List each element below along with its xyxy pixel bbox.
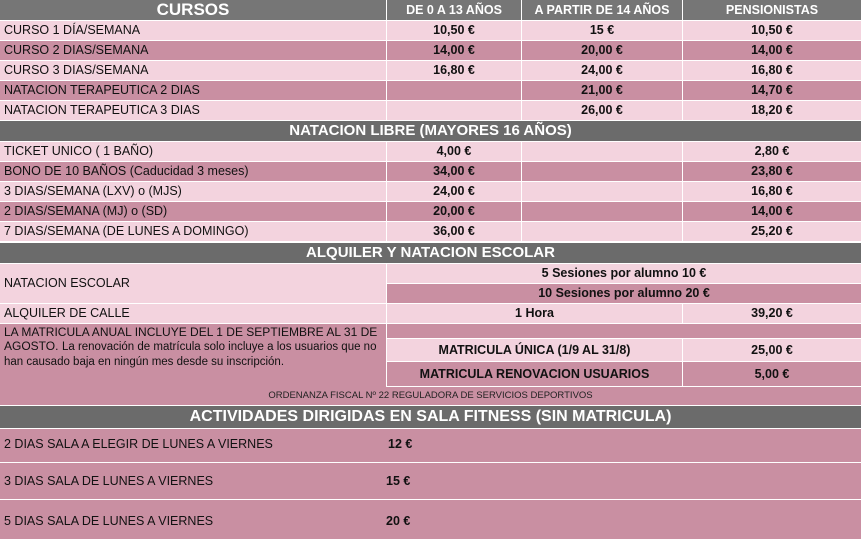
libre-price: 24,00 € [387,182,521,201]
libre-row-label: TICKET UNICO ( 1 BAÑO) [0,142,386,161]
cursos-price: 15 € [522,21,682,40]
ordenanza-note: ORDENANZA FISCAL Nº 22 REGULADORA DE SERVICIOS DEPORTIVOS [0,387,861,405]
cursos-row-label: CURSO 2 DIAS/SEMANA [0,41,386,60]
cursos-price: 14,00 € [683,41,861,60]
fitness-row-label: 2 DIAS SALA A ELEGIR DE LUNES A VIERNES [4,437,273,451]
section-title-natacion-libre: NATACION LIBRE (MAYORES 16 AÑOS) [0,121,861,141]
section-title-alquiler: ALQUILER Y NATACION ESCOLAR [0,243,861,263]
empty-cell [522,202,682,221]
libre-price: 20,00 € [387,202,521,221]
calle-price: 39,20 € [683,304,861,323]
libre-row-label: BONO DE 10 BAÑOS (Caducidad 3 meses) [0,162,386,181]
cursos-row-label: CURSO 3 DIAS/SEMANA [0,61,386,80]
libre-price: 16,80 € [683,182,861,201]
libre-row-label: 7 DIAS/SEMANA (DE LUNES A DOMINGO) [0,222,386,241]
cursos-price: 24,00 € [522,61,682,80]
libre-price: 34,00 € [387,162,521,181]
escolar-option-10: 10 Sesiones por alumno 20 € [387,284,861,303]
renovacion-price: 5,00 € [683,362,861,386]
empty-cell [522,142,682,161]
fitness-row [0,429,861,462]
cursos-price: 16,80 € [387,61,521,80]
cursos-price [387,81,521,100]
cursos-price: 26,00 € [522,101,682,120]
matricula-note-main: LA MATRICULA ANUAL INCLUYE DEL 1 DE SEPTIEMBRE AL 31 DE AGOSTO. [4,325,378,353]
matricula-price: 25,00 € [683,339,861,361]
libre-price: 36,00 € [387,222,521,241]
escolar-label: NATACION ESCOLAR [0,264,386,303]
fitness-row-price: 20 € [386,514,411,528]
cursos-price [387,101,521,120]
cursos-row-label: NATACION TERAPEUTICA 3 DIAS [0,101,386,120]
header-col-pensionistas: PENSIONISTAS [683,0,861,20]
libre-price: 23,80 € [683,162,861,181]
fitness-row [0,463,861,499]
libre-price: 4,00 € [387,142,521,161]
cursos-price: 16,80 € [683,61,861,80]
matricula-note [0,324,386,387]
libre-row-label: 3 DIAS/SEMANA (LXV) o (MJS) [0,182,386,201]
empty-cell [522,222,682,241]
libre-price: 25,20 € [683,222,861,241]
calle-label: ALQUILER DE CALLE [0,304,386,323]
fitness-row [0,500,861,539]
fitness-row-label: 3 DIAS SALA DE LUNES A VIERNES [4,474,214,488]
empty-cell [387,324,861,338]
libre-row-label: 2 DIAS/SEMANA (MJ) o (SD) [0,202,386,221]
fitness-row-label: 5 DIAS SALA DE LUNES A VIERNES [4,514,214,528]
renovacion-label: MATRICULA RENOVACION USUARIOS [387,362,682,386]
cursos-price: 18,20 € [683,101,861,120]
empty-cell [522,182,682,201]
cursos-price: 21,00 € [522,81,682,100]
escolar-option-5: 5 Sesiones por alumno 10 € [387,264,861,283]
header-col-14plus: A PARTIR DE 14 AÑOS [522,0,682,20]
cursos-row-label: NATACION TERAPEUTICA 2 DIAS [0,81,386,100]
cursos-price: 20,00 € [522,41,682,60]
libre-price: 14,00 € [683,202,861,221]
cursos-price: 14,70 € [683,81,861,100]
cursos-row-label: CURSO 1 DÍA/SEMANA [0,21,386,40]
fitness-row-price: 12 € [388,437,413,451]
fitness-row-price: 15 € [386,474,411,488]
libre-price: 2,80 € [683,142,861,161]
header-col-0-13: DE 0 A 13 AÑOS [387,0,521,20]
calle-unit: 1 Hora [387,304,682,323]
empty-cell [522,162,682,181]
cursos-price: 10,50 € [683,21,861,40]
matricula-note-detail: La renovación de matrícula solo incluye a los usuarios que no han causado baja en ningún mes desde su inscripción. [4,341,377,368]
section-title-fitness: ACTIVIDADES DIRIGIDAS EN SALA FITNESS (SIN MATRICULA) [0,406,861,428]
cursos-price: 10,50 € [387,21,521,40]
matricula-label: MATRICULA ÚNICA (1/9 AL 31/8) [387,339,682,361]
cursos-price: 14,00 € [387,41,521,60]
header-title: CURSOS [0,0,386,20]
